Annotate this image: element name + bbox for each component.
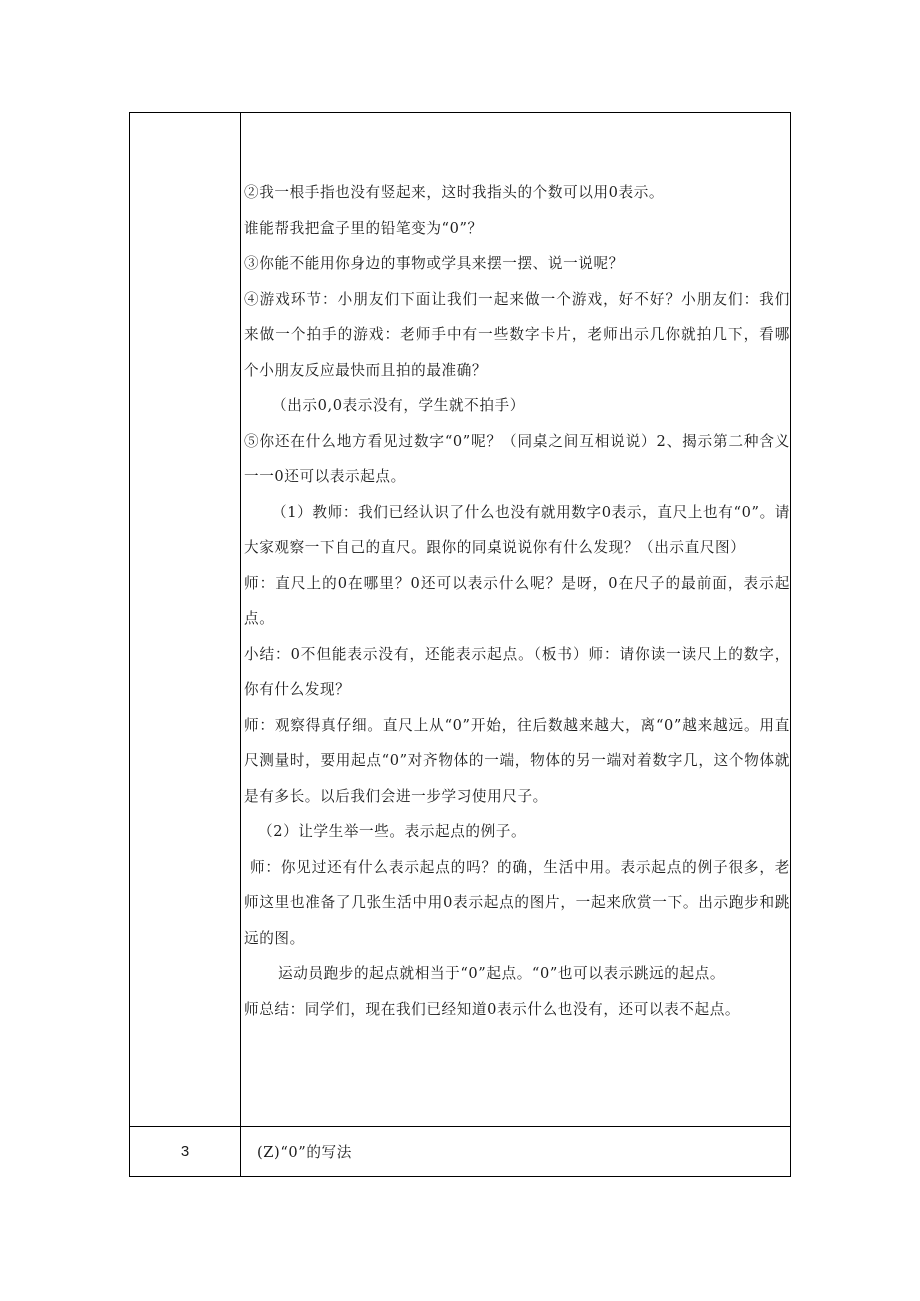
paragraph: 师：观察得真仔细。直尺上从“0”开始，往后数越来越大，离“0”越来越远。用直尺测量时，要用起点“0”对齐物体的一端，物体的另一端对着数字几，这个物体就是有多长。以后我们会进一步学习使用尺子。 xyxy=(244,716,790,805)
paragraph: 师：你见过还有什么表示起点的吗？的确，生活中用。表示起点的例子很多，老师这里也准备了几张生活中用0表示起点的图片，一起来欣赏一下。出示跑步和跳远的图。 xyxy=(244,858,790,947)
paragraph: ④游戏环节：小朋友们下面让我们一起来做一个游戏，好不好？小朋友们：我们来做一个拍手的游戏：老师手中有一些数字卡片，老师出示几你就拍几下，看哪个小朋友反应最快而且拍的最准确？ xyxy=(244,290,790,379)
table-row xyxy=(130,1127,791,1177)
step-title: (Z)“0”的写法 xyxy=(241,1127,791,1177)
paragraph: （2）让学生举一些。表示起点的例子。 xyxy=(258,823,527,840)
paragraph: ③你能不能用你身边的事物或学具来摆一摆、说一说呢？ xyxy=(244,255,624,272)
paragraph: 师：直尺上的0在哪里？0还可以表示什么呢？是呀，0在尺子的最前面，表示起点。 xyxy=(244,574,790,627)
step-number-cell-empty xyxy=(130,113,241,1127)
paragraph: 谁能帮我把盒子里的铅笔变为“0”？ xyxy=(244,219,483,237)
paragraph: ⑤你还在什么地方看见过数字“0”呢？（同桌之间互相说说）2、揭示第二种含义一一0还可以表示起点。 xyxy=(244,432,790,485)
lesson-content xyxy=(241,113,790,1027)
paragraph: 师总结：同学们，现在我们已经知道0表示什么也没有，还可以表不起点。 xyxy=(244,1000,741,1018)
step-number: 3 xyxy=(130,1127,241,1177)
paragraph: 小结：0不但能表示没有，还能表示起点。（板书）师：请你读一读尺上的数字，你有什么发现？ xyxy=(244,645,790,698)
paragraph: （出示0,0表示没有，学生就不拍手） xyxy=(272,397,525,414)
lesson-content-cell xyxy=(241,113,791,1127)
lesson-table xyxy=(129,112,791,1177)
paragraph: 运动员跑步的起点就相当于“0”起点。“0”也可以表示跳远的起点。 xyxy=(278,965,726,982)
paragraph: ②我一根手指也没有竖起来，这时我指头的个数可以用0表示。 xyxy=(244,184,665,201)
paragraph: （1）教师：我们已经认识了什么也没有就用数字0表示，直尺上也有“0”。请大家观察一下自己的直尺。跟你的同桌说说你有什么发现？（出示直尺图） xyxy=(244,503,790,556)
table-row xyxy=(130,113,791,1127)
